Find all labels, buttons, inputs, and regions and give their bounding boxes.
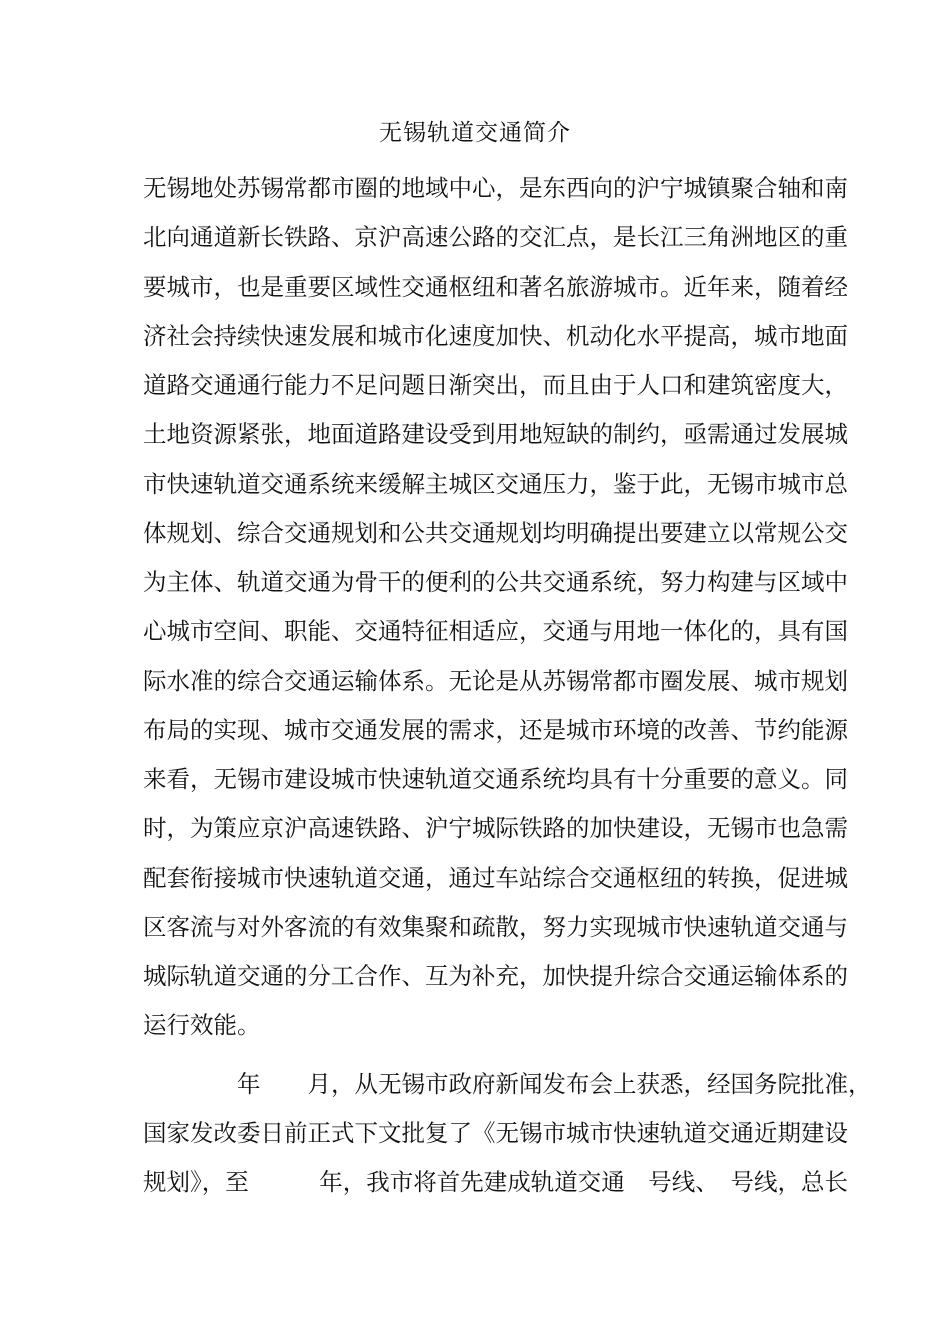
paragraph-line: 心城市空间、职能、交通特征相适应，交通与用地一体化的，具有国 [143,617,848,645]
paragraph-line: 时，为策应京沪高速铁路、沪宁城际铁路的加快建设，无锡市也急需 [143,814,848,842]
paragraph-line: 来看，无锡市建设城市快速轨道交通系统均具有十分重要的意义。同 [143,765,848,793]
paragraph-line: 年 月，从无锡市政府新闻发布会上获悉，经国务院批准， [143,1070,872,1098]
paragraph-line: 国家发改委日前正式下文批复了《无锡市城市快速轨道交通近期建设 [143,1119,848,1147]
document-title: 无锡轨道交通简介 [379,120,571,146]
paragraph-line: 为主体、轨道交通为骨干的便利的公共交通系统，努力构建与区域中 [143,568,848,596]
paragraph-line: 城际轨道交通的分工合作、互为补充，加快提升综合交通运输体系的 [143,962,848,990]
paragraph-line: 土地资源紧张，地面道路建设受到用地短缺的制约，亟需通过发展城 [143,420,848,448]
paragraph-line: 道路交通通行能力不足问题日渐突出，而且由于人口和建筑密度大， [143,371,848,399]
paragraph-line: 要城市，也是重要区域性交通枢纽和著名旅游城市。近年来，随着经 [143,273,848,301]
paragraph-line: 布局的实现、城市交通发展的需求，还是城市环境的改善、节约能源 [143,716,848,744]
paragraph-line: 际水准的综合交通运输体系。无论是从苏锡常都市圈发展、城市规划 [143,667,848,695]
paragraph-line: 区客流与对外客流的有效集聚和疏散，努力实现城市快速轨道交通与 [143,913,848,941]
paragraph-line: 济社会持续快速发展和城市化速度加快、机动化水平提高，城市地面 [143,322,848,350]
paragraph-line: 配套衔接城市快速轨道交通，通过车站综合交通枢纽的转换，促进城 [143,864,848,892]
paragraph-line: 北向通道新长铁路、京沪高速公路的交汇点，是长江三角洲地区的重 [143,223,848,251]
paragraph-line: 体规划、综合交通规划和公共交通规划均明确提出要建立以常规公交 [143,519,848,547]
paragraph-line: 规划》，至 年，我市将首先建成轨道交通 号线、 号线，总长 [143,1168,848,1196]
paragraph-line: 无锡地处苏锡常都市圈的地域中心，是东西向的沪宁城镇聚合轴和南 [143,174,848,202]
paragraph-line: 市快速轨道交通系统来缓解主城区交通压力，鉴于此，无锡市城市总 [143,470,848,498]
paragraph-line: 运行效能。 [143,1011,261,1039]
